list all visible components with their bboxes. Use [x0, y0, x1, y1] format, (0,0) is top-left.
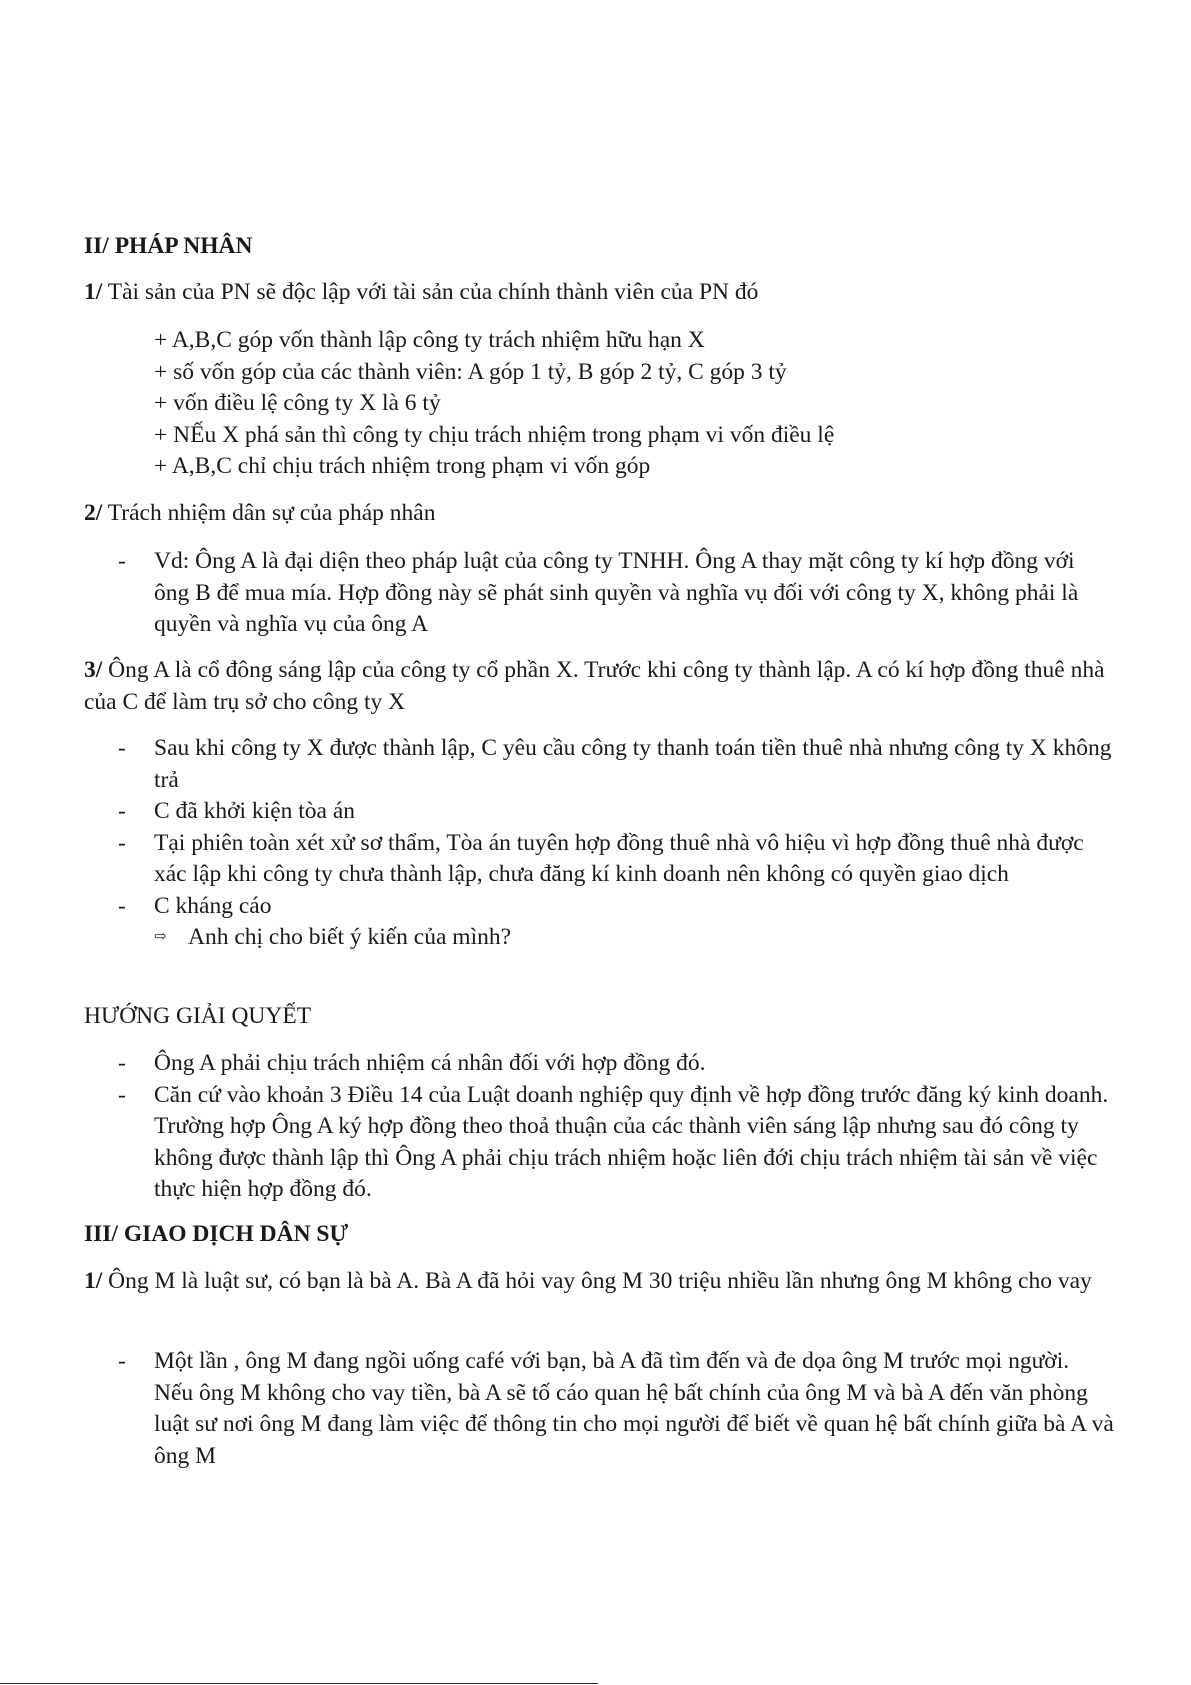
dash-bullet: - [118, 735, 126, 761]
list-item: - Vd: Ông A là đại diện theo pháp luật của công ty TNHH. Ông A thay mặt công ty kí hợp đồng với ông B để mua mía. Hợp đồng này sẽ phát sinh quyền và nghĩa vụ đối với công ty X, không phải là quyền và nghĩa vụ của ông A [118, 548, 1079, 637]
resolution-heading: HƯỚNG GIẢI QUYẾT [84, 1003, 312, 1029]
list-item: - Một lần , ông M đang ngồi uống café với bạn, bà A đã tìm đến và đe dọa ông M trước mọi người. Nếu ông M không cho vay tiền, bà A sẽ tố cáo quan hệ bất chính của ông M và bà A đến văn phòng luật sư nơi ông M đang làm việc để thông tin cho mọi người để biết về quan hệ bất chính giữa bà A và ông M [118, 1348, 1114, 1469]
item-text: Tài sản của PN sẽ độc lập với tài sản của chính thành viên của PN đó [102, 279, 759, 305]
dash-bullet: - [118, 892, 126, 919]
item-1-paragraph [84, 277, 1114, 309]
item-number: 3/ [84, 657, 103, 683]
section-heading-phap-nhan: II/ PHÁP NHÂN [84, 233, 253, 259]
scenario-list [84, 1346, 1114, 1472]
question-item: ⇨ Anh chị cho biết ý kiến của mình? [84, 922, 1114, 954]
dash-bullet: - [118, 1081, 126, 1108]
list-item: + vốn điều lệ công ty X là 6 tỷ [154, 390, 441, 416]
item-2-paragraph [84, 498, 1114, 530]
list-item: - Ông A phải chịu trách nhiệm cá nhân đối với hợp đồng đó. [84, 1048, 1114, 1080]
dash-bullet: - [118, 798, 126, 824]
list-item: - Căn cứ vào khoản 3 Điều 14 của Luật doanh nghiệp quy định về hợp đồng trước đăng ký kinh doanh. Trường hợp Ông A ký hợp đồng theo thoả thuận của các thành viên sáng lập nhưng sau đó công ty không được thành lập thì Ông A phải chịu trách nhiệm hoặc liên đới chịu trách nhiệm tài sản về việc thực hiện hợp đồng đó. [118, 1081, 1109, 1202]
page-footer-rule [0, 1683, 598, 1684]
list-item: + NẾu X phá sản thì công ty chịu trách nhiệm trong phạm vi vốn điều lệ [154, 421, 835, 448]
capital-list [84, 325, 1114, 483]
dash-bullet: - [118, 829, 126, 856]
dash-bullet: - [118, 1348, 126, 1374]
item-number: 1/ [84, 1268, 103, 1294]
list-item: + A,B,C chỉ chịu trách nhiệm trong phạm vi vốn góp [154, 453, 651, 479]
item-number: 2/ [84, 500, 103, 526]
dash-bullet: - [118, 1050, 126, 1076]
list-item: - C đã khởi kiện tòa án [84, 796, 1114, 828]
section-heading-giao-dich-dan-su: III/ GIAO DỊCH DÂN SỰ [84, 1221, 349, 1247]
item-text: Ông M là luật sư, có bạn là bà A. Bà A đã hỏi vay ông M 30 triệu nhiều lần nhưng ông M không cho vay [102, 1268, 1092, 1294]
item-text: Trách nhiệm dân sự của pháp nhân [102, 500, 436, 526]
dash-bullet: - [118, 548, 126, 574]
example-list [84, 546, 1114, 641]
list-item: - C kháng cáo [84, 891, 1114, 923]
item-1-paragraph [84, 1266, 1114, 1298]
item-3-paragraph [84, 655, 1114, 718]
list-item: - Sau khi công ty X được thành lập, C yêu cầu công ty thanh toán tiền thuê nhà nhưng công ty X không trả [118, 735, 1112, 793]
item-number: 1/ [84, 279, 103, 305]
list-item: + số vốn góp của các thành viên: A góp 1 tỷ, B góp 2 tỷ, C góp 3 tỷ [154, 358, 787, 385]
list-item: + A,B,C góp vốn thành lập công ty trách nhiệm hữu hạn X [154, 327, 705, 353]
case-list [84, 733, 1114, 954]
list-item: - Tại phiên toàn xét xử sơ thẩm, Tòa án tuyên hợp đồng thuê nhà vô hiệu vì hợp đồng thuê nhà được xác lập khi công ty chưa thành lập, chưa đăng kí kinh doanh nên không có quyền giao dịch [118, 829, 1084, 887]
arrow-right-icon: ⇨ [154, 929, 167, 945]
resolution-list [84, 1048, 1114, 1206]
item-text: Ông A là cổ đông sáng lập của công ty cổ phần X. Trước khi công ty thành lập. A có kí hợp đồng thuê nhà của C để làm trụ sở cho công ty X [84, 657, 1105, 715]
